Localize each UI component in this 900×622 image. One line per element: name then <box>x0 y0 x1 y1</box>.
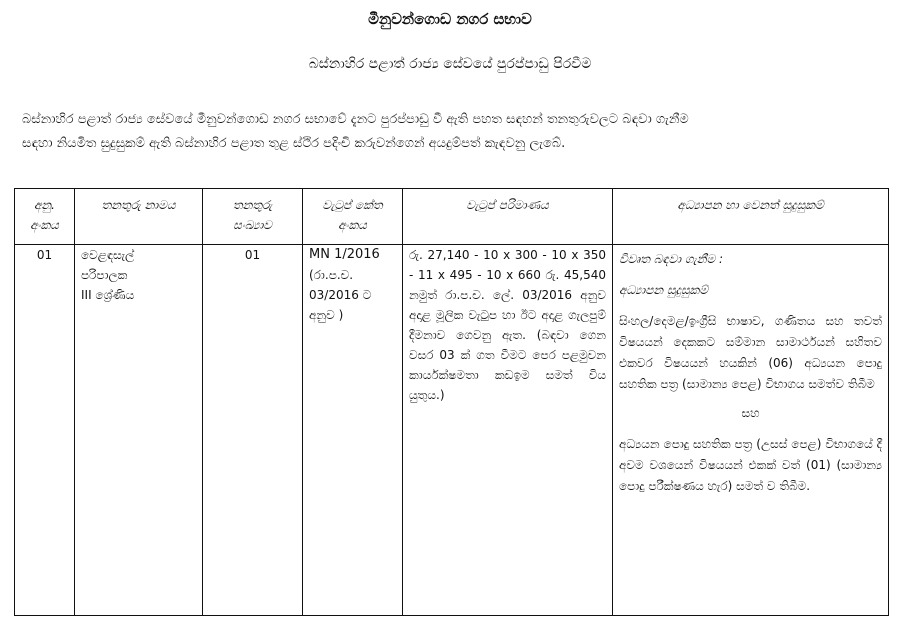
header-qualifications: අධ්‍යාපන හා වෙනත් සුදුසුකම් <box>613 189 889 245</box>
header-scale-no <box>303 189 403 245</box>
header-post-count <box>203 189 303 245</box>
qual-subheading: අධ්‍යාපන සුදුසුකම් <box>619 283 708 297</box>
vacancy-table <box>14 188 889 616</box>
qual-and: සහ <box>741 406 760 420</box>
post-name-line-3: III ශ්‍රේණිය <box>81 288 135 302</box>
scale-no-line-2: (රා.ප.ච. <box>309 268 354 282</box>
page-title: මීනුවන්ගොඩ නගර සභාව <box>368 10 532 28</box>
header-serial-line-2: අංකය <box>30 218 59 232</box>
header-salary: වැටුප් පරිමාණය <box>403 189 613 245</box>
table-row <box>15 245 889 616</box>
qual-part-1: සිංහල/දෙමළ/ඉංග්‍රීසි භාෂාව, ගණිතය සහ තවත් විෂයයන් දෙකකට සම්මාන සාමාර්ථයන් සහිතව එකවර විෂයයන් හයකින් (06) අධ්‍යයන පොදු සහතික පත්‍ර (සාමාන්‍ය පෙළ) විභාගය සමත්ව තිබීම <box>619 314 882 391</box>
cell-salary: රු. 27,140 - 10 x 300 - 10 x 350 - 11 x 495 - 10 x 660 රු. 45,540 නමුත් රා.ප.ච. ලේ. 03/2016 අනුව අදාළ මූලික වැටුප හා ඊට අදාළ ගැලපුම් දීමනාව ගෙවනු ඇත. (බඳවා ගෙන වසර 03 ක් ගත වීමට පෙර පළමුවන කාර්යක්ෂමතා කඩඉම සමත් විය යුතුය.) <box>403 245 613 616</box>
header-serial <box>15 189 75 245</box>
header-scale-no-line-2: අංකය <box>338 218 367 232</box>
intro-line-2: සඳහා නියමිත සුදුසුකම් ඇති බස්නාහිර පළාත තුළ ස්ථිර පදිංචි කරුවන්ගෙන් අයදුම්පත් කැඳවනු ලැබේ. <box>22 136 566 151</box>
header-post-name: තනතුරු නාමය <box>75 189 203 245</box>
header-scale-no-line-1: වැටුප් කේත <box>322 198 383 212</box>
cell-qualifications <box>613 245 889 616</box>
post-name-line-1: වෙළඳසැල් <box>81 248 135 262</box>
header-post-count-line-2: සංඛ්‍යාව <box>233 218 272 232</box>
intro-line-1: බස්නාහිර පළාත් රාජ්‍ය සේවයේ මීනුවන්ගොඩ නගර සභාවේ දැනට පුරප්පාඩු වී ඇති පහත සඳහන් තනතුරුවලට බඳවා ගැනීම <box>22 112 689 127</box>
qual-part-2: අධ්‍යයන පොදු සහතික පත්‍ර (උසස් පෙළ) විභාගයේ දී අවම වශයෙන් විෂයයන් එකක් වත් (01) (සාමාන්‍ය පොදු පරීක්ෂණය හැර) සමත් ව තිබීම. <box>619 437 882 493</box>
cell-serial: 01 <box>15 245 75 616</box>
cell-post-name <box>75 245 203 616</box>
page-subtitle: බස්නාහිර පළාත් රාජ්‍ය සේවයේ පුරප්පාඩු පිරවීම <box>308 56 592 72</box>
table-header-row <box>15 189 889 245</box>
cell-scale-no <box>303 245 403 616</box>
cell-post-count: 01 <box>203 245 303 616</box>
scale-no-line-3: 03/2016 ට <box>309 288 372 302</box>
header-post-count-line-1: තනතුරු <box>232 198 273 212</box>
post-name-line-2: පරිපාලක <box>81 268 128 282</box>
header-serial-line-1: අනු. <box>34 198 55 212</box>
scale-no-line-1: MN 1/2016 <box>309 247 380 262</box>
scale-no-line-4: අනුව ) <box>309 308 344 322</box>
qual-heading: විවෘත බඳවා ගැනීම : <box>619 252 724 266</box>
